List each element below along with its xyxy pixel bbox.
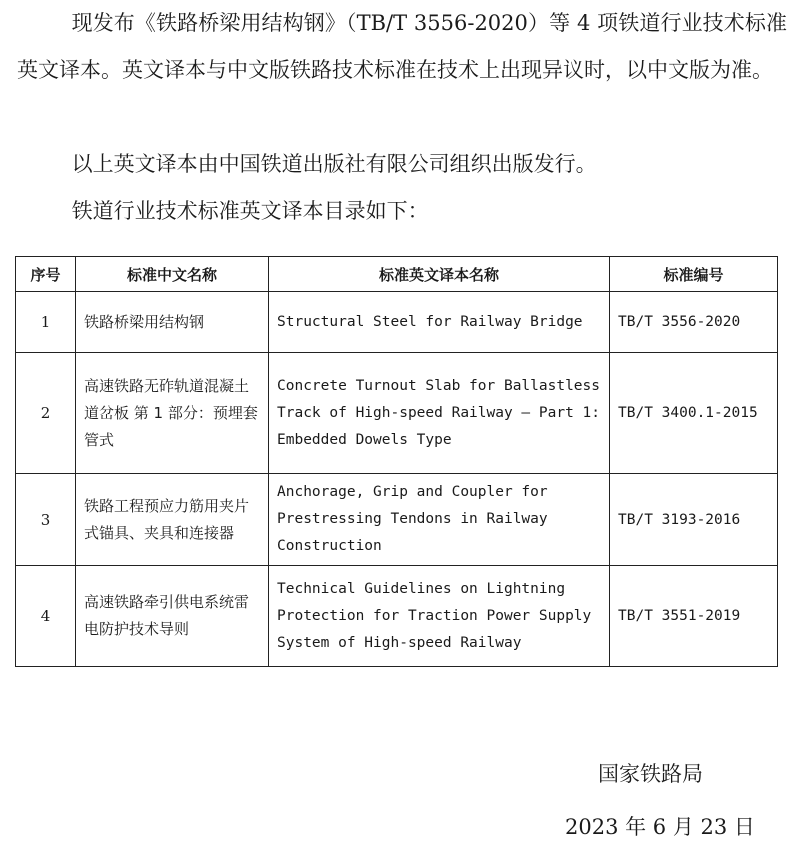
standards-table	[15, 256, 778, 667]
row-code: TB/T 3551-2019	[610, 566, 778, 667]
row-no: 3	[16, 474, 76, 566]
issue-date: 2023 年 6 月 23 日	[565, 815, 755, 839]
header-chinese-name: 标准中文名称	[76, 257, 269, 292]
row-chinese-name: 铁路桥梁用结构钢	[76, 292, 269, 353]
row-english-name: Technical Guidelines on Lightning Protection for Traction Power Supply System of High-speed Railway	[269, 566, 610, 667]
header-no: 序号	[16, 257, 76, 292]
table-header-row	[16, 257, 778, 292]
intro-paragraph-3: 铁道行业技术标准英文译本目录如下：	[71, 199, 429, 223]
row-no: 1	[16, 292, 76, 353]
row-no: 2	[16, 353, 76, 474]
header-code: 标准编号	[610, 257, 778, 292]
row-chinese-name: 铁路工程预应力筋用夹片式锚具、夹具和连接器	[76, 474, 269, 566]
row-code: TB/T 3400.1-2015	[610, 353, 778, 474]
table-row	[16, 474, 778, 566]
row-english-name: Concrete Turnout Slab for Ballastless Track of High-speed Railway — Part 1: Embedded Dowels Type	[269, 353, 610, 474]
row-english-name: Anchorage, Grip and Coupler for Prestressing Tendons in Railway Construction	[269, 474, 610, 566]
issuer-name: 国家铁路局	[598, 762, 703, 786]
row-code: TB/T 3556-2020	[610, 292, 778, 353]
table-row	[16, 292, 778, 353]
row-chinese-name: 高速铁路牵引供电系统雷电防护技术导则	[76, 566, 269, 667]
header-english-name: 标准英文译本名称	[269, 257, 610, 292]
row-code: TB/T 3193-2016	[610, 474, 778, 566]
row-english-name: Structural Steel for Railway Bridge	[269, 292, 610, 353]
table-row	[16, 353, 778, 474]
table-row	[16, 566, 778, 667]
intro-paragraph-2: 以上英文译本由中国铁道出版社有限公司组织出版发行。	[71, 152, 597, 176]
intro-paragraph-1: 现发布《铁路桥梁用结构钢》（TB/T 3556-2020）等 4 项铁道行业技术标准英文译本。英文译本与中文版铁路技术标准在技术上出现异议时，以中文版为准。	[17, 11, 787, 82]
row-no: 4	[16, 566, 76, 667]
row-chinese-name: 高速铁路无砟轨道混凝土道岔板 第 1 部分：预埋套管式	[76, 353, 269, 474]
